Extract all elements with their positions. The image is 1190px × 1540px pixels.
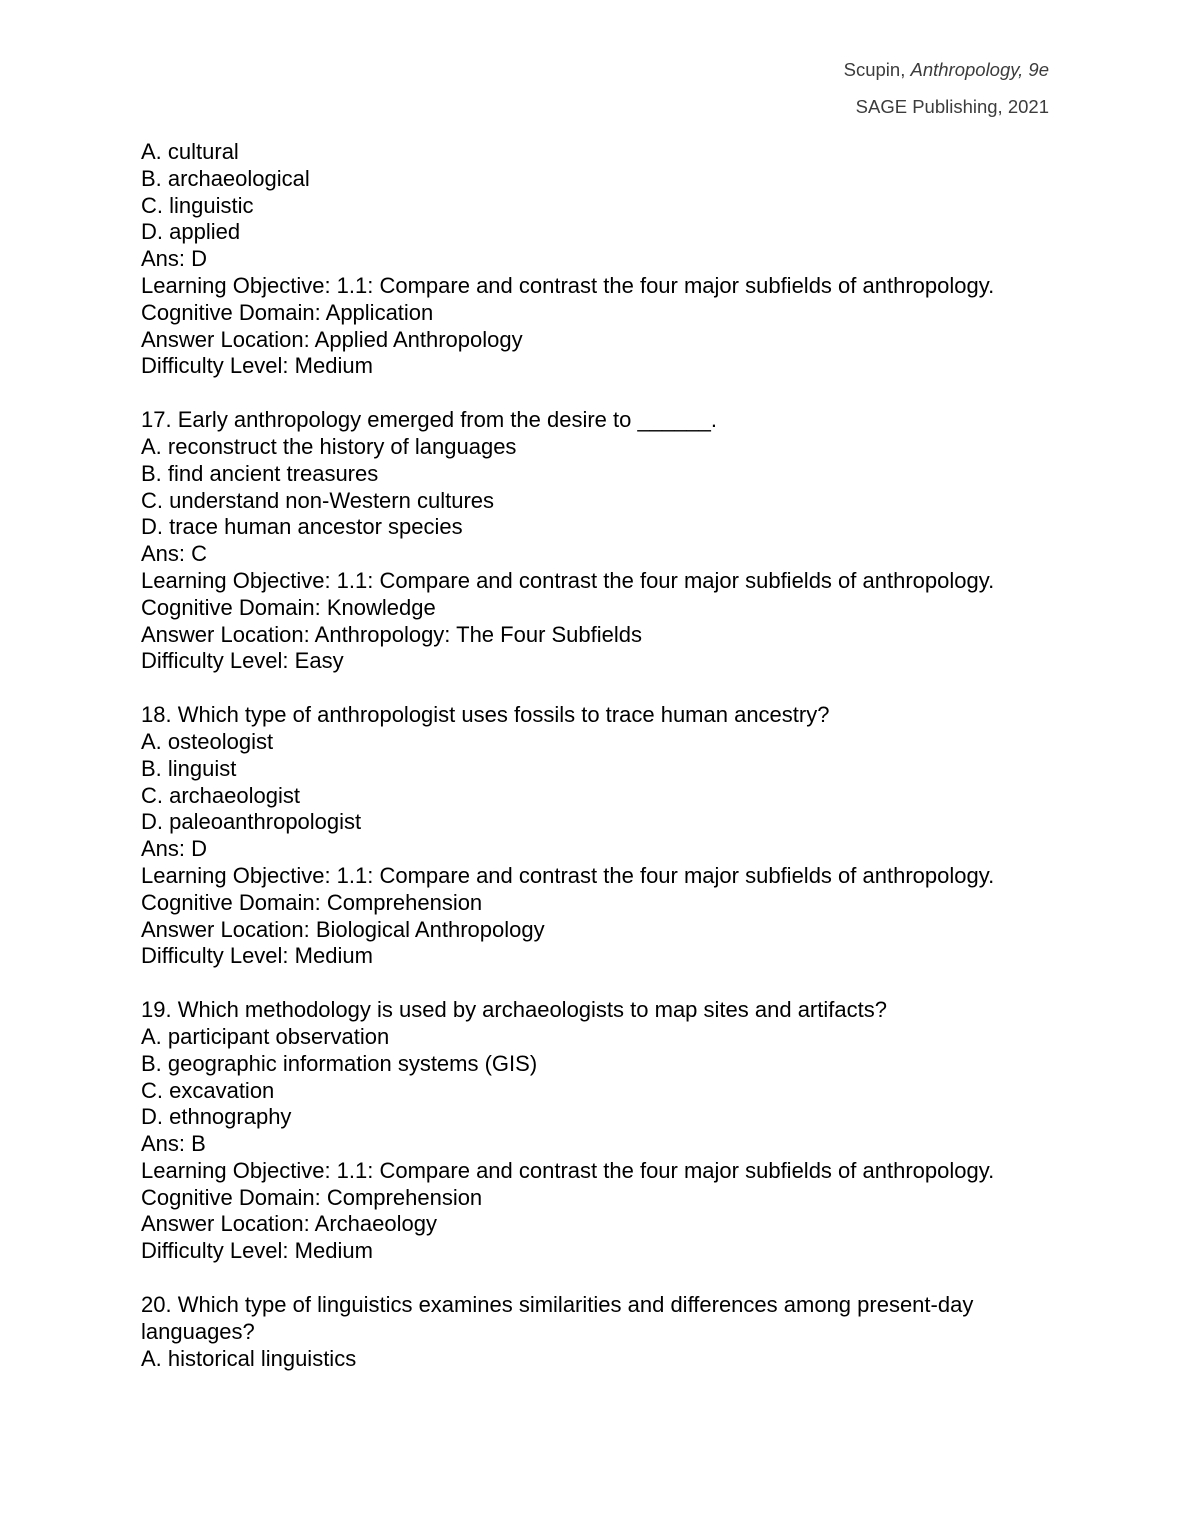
difficulty-level: Difficulty Level: Medium	[141, 1238, 373, 1264]
option-b: B. find ancient treasures	[141, 460, 379, 486]
difficulty-level: Difficulty Level: Medium	[141, 943, 373, 969]
option-a: A. historical linguistics	[141, 1345, 357, 1371]
option-d: D. applied	[141, 219, 241, 245]
answer-location: Answer Location: Applied Anthropology	[141, 326, 523, 352]
question-text: 17. Early anthropology emerged from the desire to ______.	[141, 407, 718, 433]
option-b: B. archaeological	[141, 165, 310, 191]
option-d: D. ethnography	[141, 1104, 292, 1130]
cognitive-domain: Cognitive Domain: Application	[141, 299, 434, 325]
answer: Ans: D	[141, 836, 208, 862]
cognitive-domain: Cognitive Domain: Comprehension	[141, 889, 483, 915]
learning-objective: Learning Objective: 1.1: Compare and contrast the four major subfields of anthropology.	[141, 567, 995, 593]
header-citation	[844, 56, 1049, 93]
spacer	[141, 1265, 1051, 1292]
answer: Ans: B	[141, 1131, 206, 1157]
learning-objective: Learning Objective: 1.1: Compare and contrast the four major subfields of anthropology.	[141, 862, 995, 888]
spacer	[141, 970, 1051, 997]
question-17-block	[141, 407, 1051, 675]
question-16-block	[141, 139, 1051, 380]
cognitive-domain: Cognitive Domain: Knowledge	[141, 594, 436, 620]
question-text: 18. Which type of anthropologist uses fossils to trace human ancestry?	[141, 702, 830, 728]
option-a: A. participant observation	[141, 1023, 390, 1049]
answer-location: Answer Location: Anthropology: The Four Subfields	[141, 621, 643, 647]
answer: Ans: D	[141, 246, 208, 272]
option-a: A. cultural	[141, 139, 239, 164]
option-d: D. trace human ancestor species	[141, 514, 463, 540]
difficulty-level: Difficulty Level: Easy	[141, 648, 344, 674]
option-c: C. excavation	[141, 1077, 275, 1103]
question-text: 20. Which type of linguistics examines similarities and differences among present-day languages?	[141, 1292, 974, 1344]
spacer	[141, 380, 1051, 407]
answer-location: Answer Location: Archaeology	[141, 1211, 437, 1237]
option-c: C. linguistic	[141, 192, 254, 218]
answer: Ans: C	[141, 541, 208, 567]
spacer	[141, 675, 1051, 702]
difficulty-level: Difficulty Level: Medium	[141, 353, 373, 379]
option-d: D. paleoanthropologist	[141, 809, 362, 835]
learning-objective: Learning Objective: 1.1: Compare and contrast the four major subfields of anthropology.	[141, 272, 995, 298]
option-b: B. linguist	[141, 755, 237, 781]
learning-objective: Learning Objective: 1.1: Compare and contrast the four major subfields of anthropology.	[141, 1157, 995, 1183]
page-header	[844, 56, 1049, 130]
option-c: C. understand non-Western cultures	[141, 487, 494, 513]
option-a: A. reconstruct the history of languages	[141, 433, 517, 459]
header-book-title: Anthropology, 9e	[910, 59, 1049, 80]
question-20-block	[141, 1292, 1051, 1372]
question-18-block	[141, 702, 1051, 970]
cognitive-domain: Cognitive Domain: Comprehension	[141, 1184, 483, 1210]
answer-location: Answer Location: Biological Anthropology	[141, 916, 545, 942]
header-author: Scupin,	[843, 59, 911, 80]
option-b: B. geographic information systems (GIS)	[141, 1050, 538, 1076]
option-c: C. archaeologist	[141, 782, 300, 808]
header-publisher: SAGE Publishing, 2021	[855, 96, 1049, 117]
question-list	[141, 139, 1051, 1372]
question-19-block	[141, 997, 1051, 1265]
option-a: A. osteologist	[141, 728, 274, 754]
question-text: 19. Which methodology is used by archaeologists to map sites and artifacts?	[141, 997, 887, 1023]
